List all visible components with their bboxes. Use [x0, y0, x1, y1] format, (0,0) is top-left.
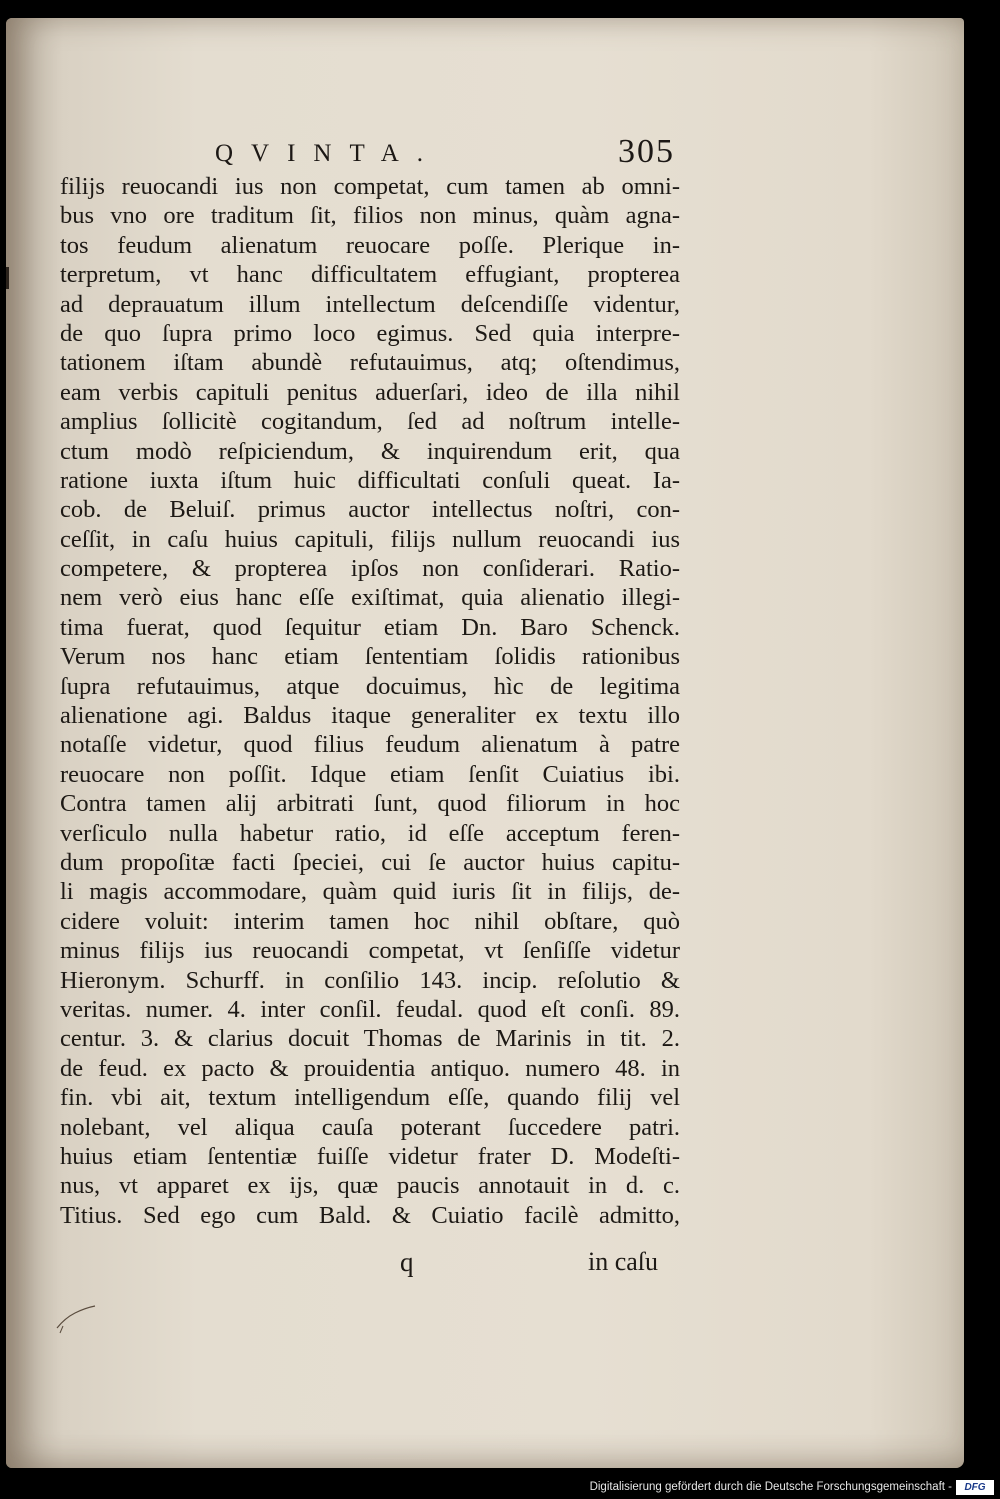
text-line: de quo ſupra primo loco egimus. Sed quia interpre- — [60, 319, 680, 347]
text-line: nem verò eius hanc eſſe exiſtimat, quia alienatio illegi- — [60, 584, 680, 612]
text-line: nus, vt apparet ex ijs, quæ paucis annotauit in d. c. — [60, 1172, 680, 1200]
text-line: tima fuerat, quod ſequitur etiam Dn. Baro Schenck. — [60, 613, 680, 641]
footer-bar — [0, 1478, 1000, 1499]
text-line: tationem iſtam abundè refutauimus, atq; oſtendimus, — [60, 349, 680, 377]
text-line: minus filijs ius reuocandi competat, vt ſenſiſſe videtur — [60, 937, 680, 965]
text-line: verſiculo nulla habetur ratio, id eſſe acceptum feren- — [60, 819, 680, 847]
footer-credit: Digitalisierung gefördert durch die Deutsche Forschungsgemeinschaft - — [589, 1481, 952, 1493]
text-line: de feud. ex pacto & prouidentia antiquo. numero 48. in — [60, 1054, 680, 1082]
text-line: Contra tamen alij arbitrati ſunt, quod filiorum in hoc — [60, 790, 680, 818]
text-line: notaſſe videtur, quod filius feudum alienatum à patre — [60, 731, 680, 759]
text-line: amplius ſollicitè cogitandum, ſed ad noſtrum intelle- — [60, 408, 680, 436]
text-line: Titius. Sed ego cum Bald. & Cuiatio facilè admitto, — [60, 1201, 680, 1229]
text-line: ceſſit, in caſu huius capituli, filijs nullum reuocandi ius — [60, 525, 680, 553]
text-line: filijs reuocandi ius non competat, cum tamen ab omni- — [60, 173, 680, 200]
text-line: veritas. numer. 4. inter conſil. feudal. quod eſt conſi. 89. — [60, 995, 680, 1023]
text-line: Verum nos hanc etiam ſententiam ſolidis rationibus — [60, 643, 680, 671]
text-line: bus vno ore traditum ſit, filios non minus, quàm agna- — [60, 202, 680, 230]
text-line: ctum modò reſpiciendum, & inquirendum erit, qua — [60, 437, 680, 465]
text-line: cidere voluit: interim tamen hoc nihil obſtare, quò — [60, 907, 680, 935]
text-line: terpretum, vt hanc difficultatem effugiant, propterea — [60, 261, 680, 289]
text-line: fin. vbi ait, textum intelligendum eſſe, quando filij vel — [60, 1084, 680, 1112]
running-head: QVINTA. — [215, 140, 442, 167]
pen-doodle-icon — [55, 1298, 115, 1338]
text-line: ratione iuxta iſtum huic difficultati conſuli queat. Ia- — [60, 466, 680, 494]
dfg-logo: DFG — [956, 1480, 994, 1495]
text-line: huius etiam ſententiæ fuiſſe videtur frater D. Modeſti- — [60, 1142, 680, 1170]
text-line: eam verbis capituli penitus aduerſari, ideo de illa nihil — [60, 378, 680, 406]
page-number: 305 — [618, 133, 675, 170]
signature-mark: q — [400, 1247, 414, 1277]
text-line: nolebant, vel aliqua cauſa poterant ſuccedere patri. — [60, 1113, 680, 1141]
text-line: li magis accommodare, quàm quid iuris ſit in filijs, de- — [60, 878, 680, 906]
text-line: ſupra refutauimus, atque docuimus, hìc de legitima — [60, 672, 680, 700]
text-line: tos feudum alienatum reuocare poſſe. Plerique in- — [60, 231, 680, 259]
text-line: cob. de Beluiſ. primus auctor intellectus noſtri, con- — [60, 496, 680, 524]
text-line: ad deprauatum illum intellectum deſcendiſſe videntur, — [60, 290, 680, 318]
text-line: competere, & propterea ipſos non conſiderari. Ratio- — [60, 555, 680, 583]
catchword: in caſu — [588, 1247, 659, 1276]
text-line: Hieronym. Schurff. in conſilio 143. incip. reſolutio & — [60, 966, 680, 994]
text-line: reuocare non poſſit. Idque etiam ſenſit Cuiatius ibi. — [60, 760, 680, 788]
margin-mark — [6, 267, 9, 289]
text-line: dum propoſitæ facti ſpeciei, cui ſe auctor huius capitu- — [60, 848, 680, 876]
text-line: centur. 3. & clarius docuit Thomas de Marinis in tit. 2. — [60, 1025, 680, 1053]
text-line: alienatione agi. Baldus itaque generaliter ex textu illo — [60, 702, 680, 730]
body-text — [60, 172, 680, 1230]
